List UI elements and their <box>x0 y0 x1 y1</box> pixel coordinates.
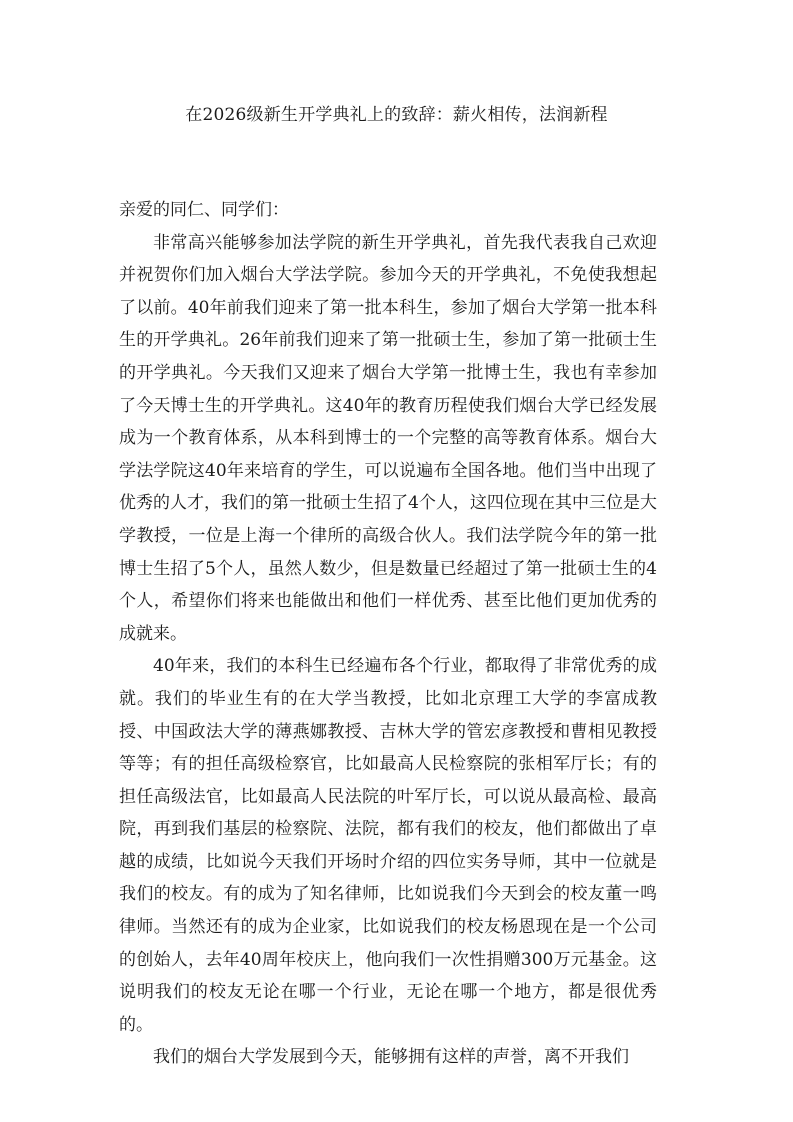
salutation: 亲爱的同仁、同学们： <box>119 200 289 220</box>
paragraph-2: 40年来，我们的本科生已经遍布各个行业，都取得了非常优秀的成就。我们的毕业生有的在大学当教授，比如北京理工大学的李富成教授、中国政法大学的薄燕娜教授、吉林大学的管宏彦教授和曹相见教授等等；有的担任高级检察官，比如最高人民检察院的张相军厅长；有的担任高级法官，比如最高人民法院的叶军厅长，可以说从最高检、最高院，再到我们基层的检察院、法院，都有我们的校友，他们都做出了卓越的成绩，比如说今天我们开场时介绍的四位实务导师，其中一位就是我们的校友。有的成为了知名律师，比如说我们今天到会的校友董一鸣律师。当然还有的成为企业家，比如说我们的校友杨恩现在是一个公司的创始人，去年40周年校庆上，他向我们一次性捐赠300万元基金。这说明我们的校友无论在哪一个行业，无论在哪一个地方，都是很优秀的。 <box>119 656 657 1035</box>
paragraph-3: 我们的烟台大学发展到今天，能够拥有这样的声誉，离不开我们 <box>153 1047 629 1068</box>
paragraph-1: 非常高兴能够参加法学院的新生开学典礼，首先我代表我自己欢迎并祝贺你们加入烟台大学法学院。参加今天的开学典礼，不免使我想起了以前。40年前我们迎来了第一批本科生，参加了烟台大学第一批本科生的开学典礼。26年前我们迎来了第一批硕士生，参加了第一批硕士生的开学典礼。今天我们又迎来了烟台大学第一批博士生，我也有幸参加了今天博士生的开学典礼。这40年的教育历程使我们烟台大学已经发展成为一个教育体系，从本科到博士的一个完整的高等教育体系。烟台大学法学院这40年来培育的学生，可以说遍布全国各地。他们当中出现了优秀的人才，我们的第一批硕士生招了4个人，这四位现在其中三位是大学教授，一位是上海一个律所的高级合伙人。我们法学院今年的第一批博士生招了5个人，虽然人数少，但是数量已经超过了第一批硕士生的4个人，希望你们将来也能做出和他们一样优秀、甚至比他们更加优秀的成就来。 <box>119 232 657 644</box>
document-title: 在2026级新生开学典礼上的致辞：薪火相传，法润新程 <box>185 105 608 125</box>
document-body <box>119 194 657 1074</box>
